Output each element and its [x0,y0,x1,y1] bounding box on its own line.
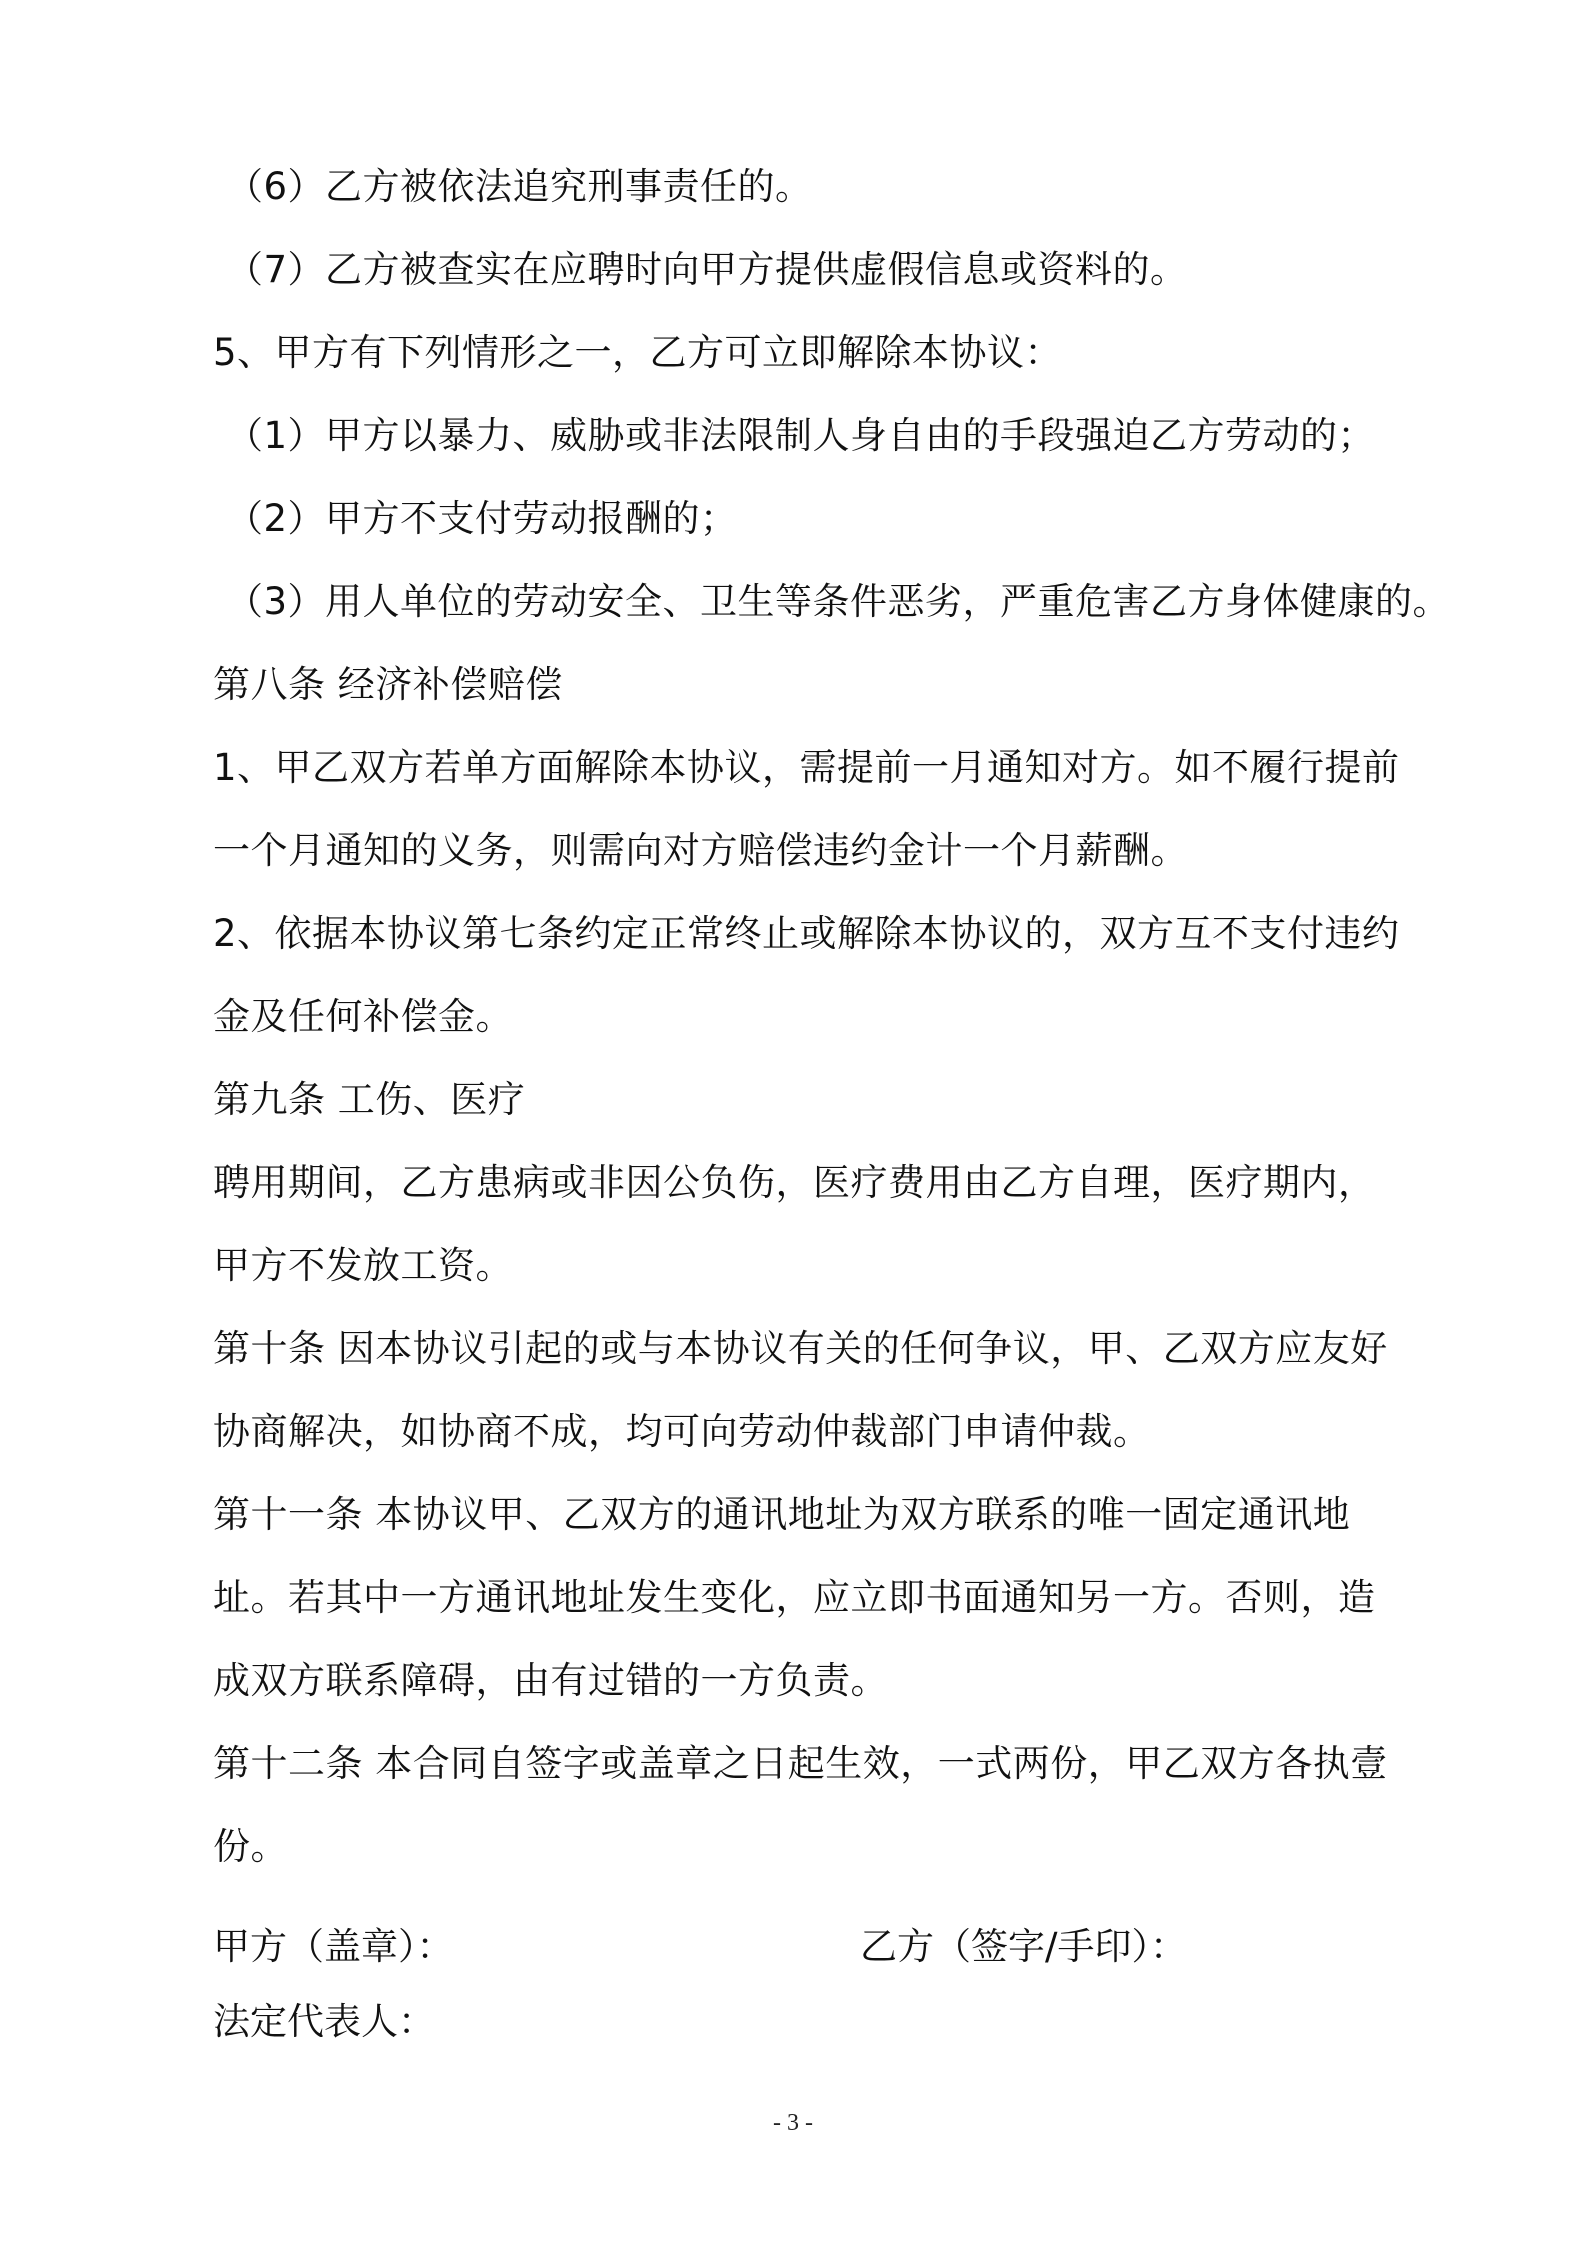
clause-line: （7）乙方被查实在应聘时向甲方提供虚假信息或资料的。 [226,248,1188,291]
clause-line: （2）甲方不支付劳动报酬的； [226,497,738,540]
clause-line: 协商解决，如协商不成，均可向劳动仲裁部门申请仲裁。 [213,1410,1151,1453]
clause-line: 金及任何补偿金。 [213,995,513,1038]
clause-line: 1、甲乙双方若单方面解除本协议，需提前一月通知对方。如不履行提前 [213,746,1400,789]
section-heading: 第八条 经济补偿赔偿 [213,663,563,706]
clause-line: 聘用期间，乙方患病或非因公负伤，医疗费用由乙方自理，医疗期内， [213,1161,1376,1204]
clause-line: （1）甲方以暴力、威胁或非法限制人身自由的手段强迫乙方劳动的； [226,414,1376,457]
section-heading: 第十一条 本协议甲、乙双方的通讯地址为双方联系的唯一固定通讯地 [213,1493,1351,1536]
section-heading: 第十二条 本合同自签字或盖章之日起生效，一式两份，甲乙双方各执壹 [213,1742,1388,1785]
clause-line: （3）用人单位的劳动安全、卫生等条件恶劣，严重危害乙方身体健康的。 [226,580,1451,623]
clause-line: 2、依据本协议第七条约定正常终止或解除本协议的，双方互不支付违约 [213,912,1400,955]
party-b-signature-label: 乙方（签字/手印）： [860,1925,1187,1968]
legal-representative-label: 法定代表人： [213,2000,435,2043]
section-heading: 第十条 因本协议引起的或与本协议有关的任何争议，甲、乙双方应友好 [213,1327,1388,1370]
clause-line: 一个月通知的义务，则需向对方赔偿违约金计一个月薪酬。 [213,829,1188,872]
clause-line: 份。 [213,1825,288,1868]
clause-line: 5、甲方有下列情形之一，乙方可立即解除本协议： [213,331,1063,374]
clause-line: （6）乙方被依法追究刑事责任的。 [226,165,813,208]
clause-line: 成双方联系障碍，由有过错的一方负责。 [213,1659,888,1702]
page-number: - 3 - [773,2110,813,2136]
clause-line: 址。若其中一方通讯地址发生变化，应立即书面通知另一方。否则，造 [213,1576,1376,1619]
section-heading: 第九条 工伤、医疗 [213,1078,526,1121]
clause-line: 甲方不发放工资。 [213,1244,513,1287]
party-a-signature-label: 甲方（盖章）： [213,1925,454,1968]
